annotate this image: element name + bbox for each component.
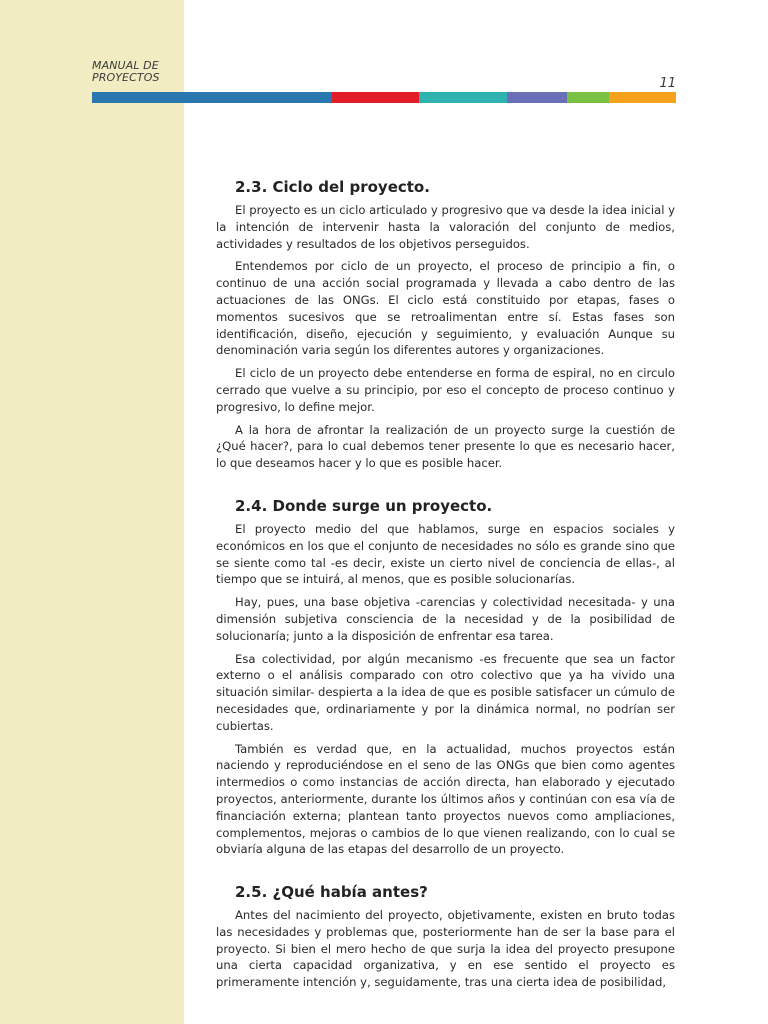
page-body — [216, 176, 675, 997]
header-title-line1: MANUAL DE — [92, 59, 159, 72]
color-stripe-bar — [92, 92, 676, 103]
paragraph: El proyecto medio del que hablamos, surge en espacios sociales y económicos en los que el conjunto de necesidades no sólo es grande sino que se siente como tal -es decir, existe un cierto nivel de conciencia de ellas-, al tiempo que se intuirá, al menos, que es posible solucionarías. — [216, 521, 675, 587]
section-ciclo — [216, 176, 675, 472]
paragraph: El ciclo de un proyecto debe entenderse en forma de espiral, no en circulo cerrado que vuelve a su principio, por eso el concepto de proceso continuo y progresivo, lo define mejor. — [216, 366, 675, 414]
paragraph: El proyecto es un ciclo articulado y progresivo que va desde la idea inicial y la intención de intervenir hasta la valoración del conjunto de medios, actividades y resultados de los objetivos perseguidos. — [216, 203, 675, 251]
page-number: 11 — [659, 76, 676, 91]
paragraph: A la hora de afrontar la realización de un proyecto surge la cuestión de ¿Qué hacer?, para lo cual debemos tener presente lo que es necesario hacer, lo que deseamos hacer y lo que es posible hacer. — [216, 422, 675, 471]
section-heading: 2.3. Ciclo del proyecto. — [235, 178, 430, 196]
section-que-habia-antes — [216, 881, 675, 991]
paragraph: Entendemos por ciclo de un proyecto, el proceso de principio a fin, o continuo de una acción social programada y llevada a cabo dentro de las actuaciones de las ONGs. El ciclo está constituido por etapas, fases o momentos sucesivos que se retroalimentan entre sí. Estas fases son identificación, diseño, ejecución y seguimiento, y evaluación Aunque su denominación varia según los diferentes autores y organizaciones. — [216, 259, 675, 358]
header-title-line2: PROYECTOS — [92, 71, 160, 84]
paragraph: Hay, pues, una base objetiva -carencias y colectividad necesitada- y una dimensión subjetiva consciencia de la necesidad y de la posibilidad de solucionaría; junto a la disposición de enfrentar esa tarea. — [216, 595, 675, 643]
color-stripe-segment — [507, 92, 567, 103]
left-margin-band — [0, 0, 184, 1024]
color-stripe-segment — [332, 92, 419, 103]
running-header — [92, 60, 160, 84]
section-donde-surge — [216, 495, 675, 858]
color-stripe-segment — [609, 92, 676, 103]
paragraph: Antes del nacimiento del proyecto, objetivamente, existen en bruto todas las necesidades y problemas que, posteriormente han de ser la base para el proyecto. Si bien el mero hecho de que surja la idea del proyecto presupone una cierta capacidad organizativa, y en ese sentido el proyecto es primeramente intención y, seguidamente, tras una cierta idea de posibilidad, — [216, 908, 675, 990]
color-stripe-segment — [419, 92, 507, 103]
color-stripe-segment — [567, 92, 609, 103]
section-heading: 2.4. Donde surge un proyecto. — [235, 496, 493, 515]
color-stripe-segment — [92, 92, 332, 103]
paragraph: También es verdad que, en la actualidad, muchos proyectos están naciendo y reproduciéndose en el seno de las ONGs que bien como agentes intermedios o como instancias de acción directa, han elaborado y ejecutado proyectos, anteriormente, durante los últimos años y continúan con esa vía de financiación externa; plantean tanto proyectos nuevos como ampliaciones, complementos, mejoras o cambios de lo que vienen realizando, con lo cual se obviaría alguna de las etapas del desarrollo de un proyecto. — [216, 741, 675, 857]
section-heading: 2.5. ¿Qué había antes? — [235, 883, 428, 902]
paragraph: Esa colectividad, por algún mecanismo -es frecuente que sea un factor externo o el análisis comparado con otro colectivo que ya ha vivido una situación similar- despierta a la idea de que es posible satisfacer un cúmulo de necesidades que, ordinariamente y por la dinámica normal, no podrían ser cubiertas. — [216, 651, 675, 733]
